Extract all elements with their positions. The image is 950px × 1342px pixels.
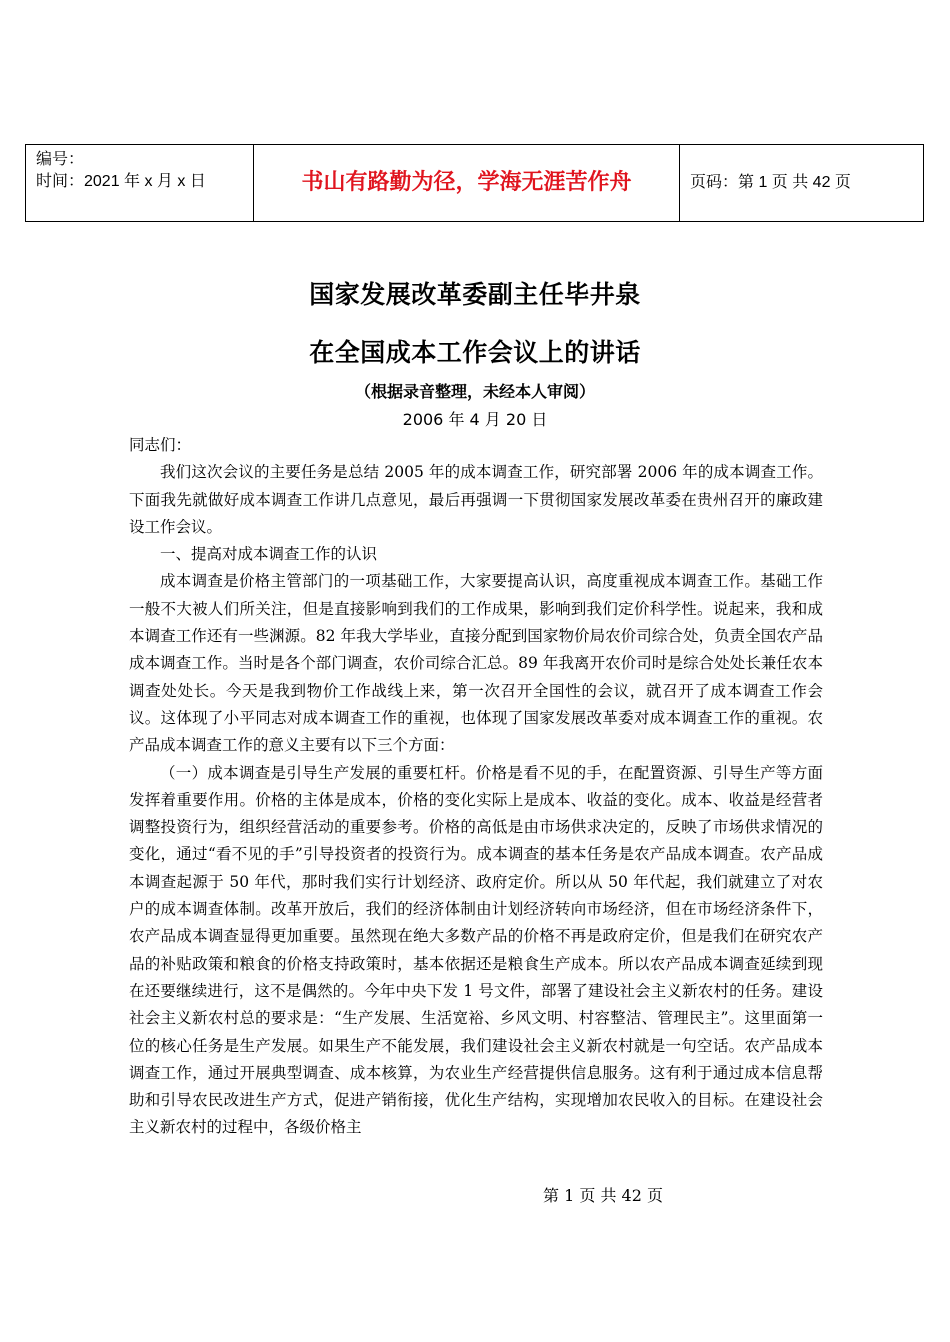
paragraph: （一）成本调查是引导生产发展的重要杠杆。价格是看不见的手，在配置资源、引导生产等方面发挥着重要作用。价格的主体是成本，价格的变化实际上是成本、收益的变化。成本、收益是经营者调整投资行为，组织经营活动的重要参考。价格的高低是由市场供求决定的，反映了市场供求情况的变化，通过“看不见的手”引导投资者的投资行为。成本调查的基本任务是农产品成本调查。农产品成本调查起源于 50 年代，那时我们实行计划经济、政府定价。所以从 50 年代起，我们就建立了对农户的成本调查体制。改革开放后，我们的经济体制由计划经济转向市场经济，但在市场经济条件下，农产品成本调查显得更加重要。虽然现在绝大多数产品的价格不再是政府定价，但是我们在研究农产品的补贴政策和粮食的价格支持政策时，基本依据还是粮食生产成本。所以农产品成本调查延续到现在还要继续进行，这不是偶然的。今年中央下发 1 号文件，部署了建设社会主义新农村的任务。建设社会主义新农村总的要求是：“生产发展、生活宽裕、乡风文明、村容整洁、管理民主”。这里面第一位的核心任务是生产发展。如果生产不能发展，我们建设社会主义新农村就是一句空话。农产品成本调查工作，通过开展典型调查、成本核算，为农业生产经营提供信息服务。这有利于通过成本信息帮助和引导农民改进生产方式，促进产销衔接，优化生产结构，实现增加农民收入的目标。在建设社会主义新农村的过程中，各级价格主 [129, 763, 823, 1137]
header-motto-cell [254, 145, 680, 221]
header-meta-cell [26, 145, 254, 221]
header-page-cell [680, 145, 923, 221]
page-footer: 第 1 页 共 42 页 [543, 1186, 663, 1205]
motto-text: 书山有路勤为径，学海无涯苦作舟 [301, 169, 632, 195]
header-table [25, 144, 924, 222]
salutation: 同志们： [129, 436, 192, 454]
time-label: 时间：2021 年 x 月 x 日 [36, 173, 206, 190]
code-label: 编号： [36, 151, 85, 168]
document-subtitle: （根据录音整理，未经本人审阅） [354, 382, 595, 401]
paragraph: 成本调查是价格主管部门的一项基础工作，大家要提高认识，高度重视成本调查工作。基础工作一般不大被人们所关注，但是直接影响到我们的工作成果，影响到我们定价科学性。说起来，我和成本调查工作还有一些渊源。82 年我大学毕业，直接分配到国家物价局农价司综合处，负责全国农产品成本调查工作。当时是各个部门调查，农价司综合汇总。89 年我离开农价司时是综合处处长兼任农本调查处处长。今天是我到物价工作战线上来，第一次召开全国性的会议，就召开了成本调查工作会议。这体现了小平同志对成本调查工作的重视，也体现了国家发展改革委对成本调查工作的重视。农产品成本调查工作的意义主要有以下三个方面： [129, 572, 823, 755]
document-date: 2006 年 4 月 20 日 [402, 410, 548, 429]
document-body [129, 432, 823, 1142]
section-heading: 一、提高对成本调查工作的认识 [160, 545, 378, 564]
document-title-line1: 国家发展改革委副主任毕井泉 [309, 280, 641, 309]
paragraph: 我们这次会议的主要任务是总结 2005 年的成本调查工作，研究部署 2006 年的成本调查工作。下面我先就做好成本调查工作讲几点意见，最后再强调一下贯彻国家发展改革委在贵州召开的廉政建设工作会议。 [129, 463, 823, 536]
document-title-line2: 在全国成本工作会议上的讲话 [309, 338, 641, 367]
page-label: 页码：第 1 页 共 42 页 [690, 173, 851, 191]
